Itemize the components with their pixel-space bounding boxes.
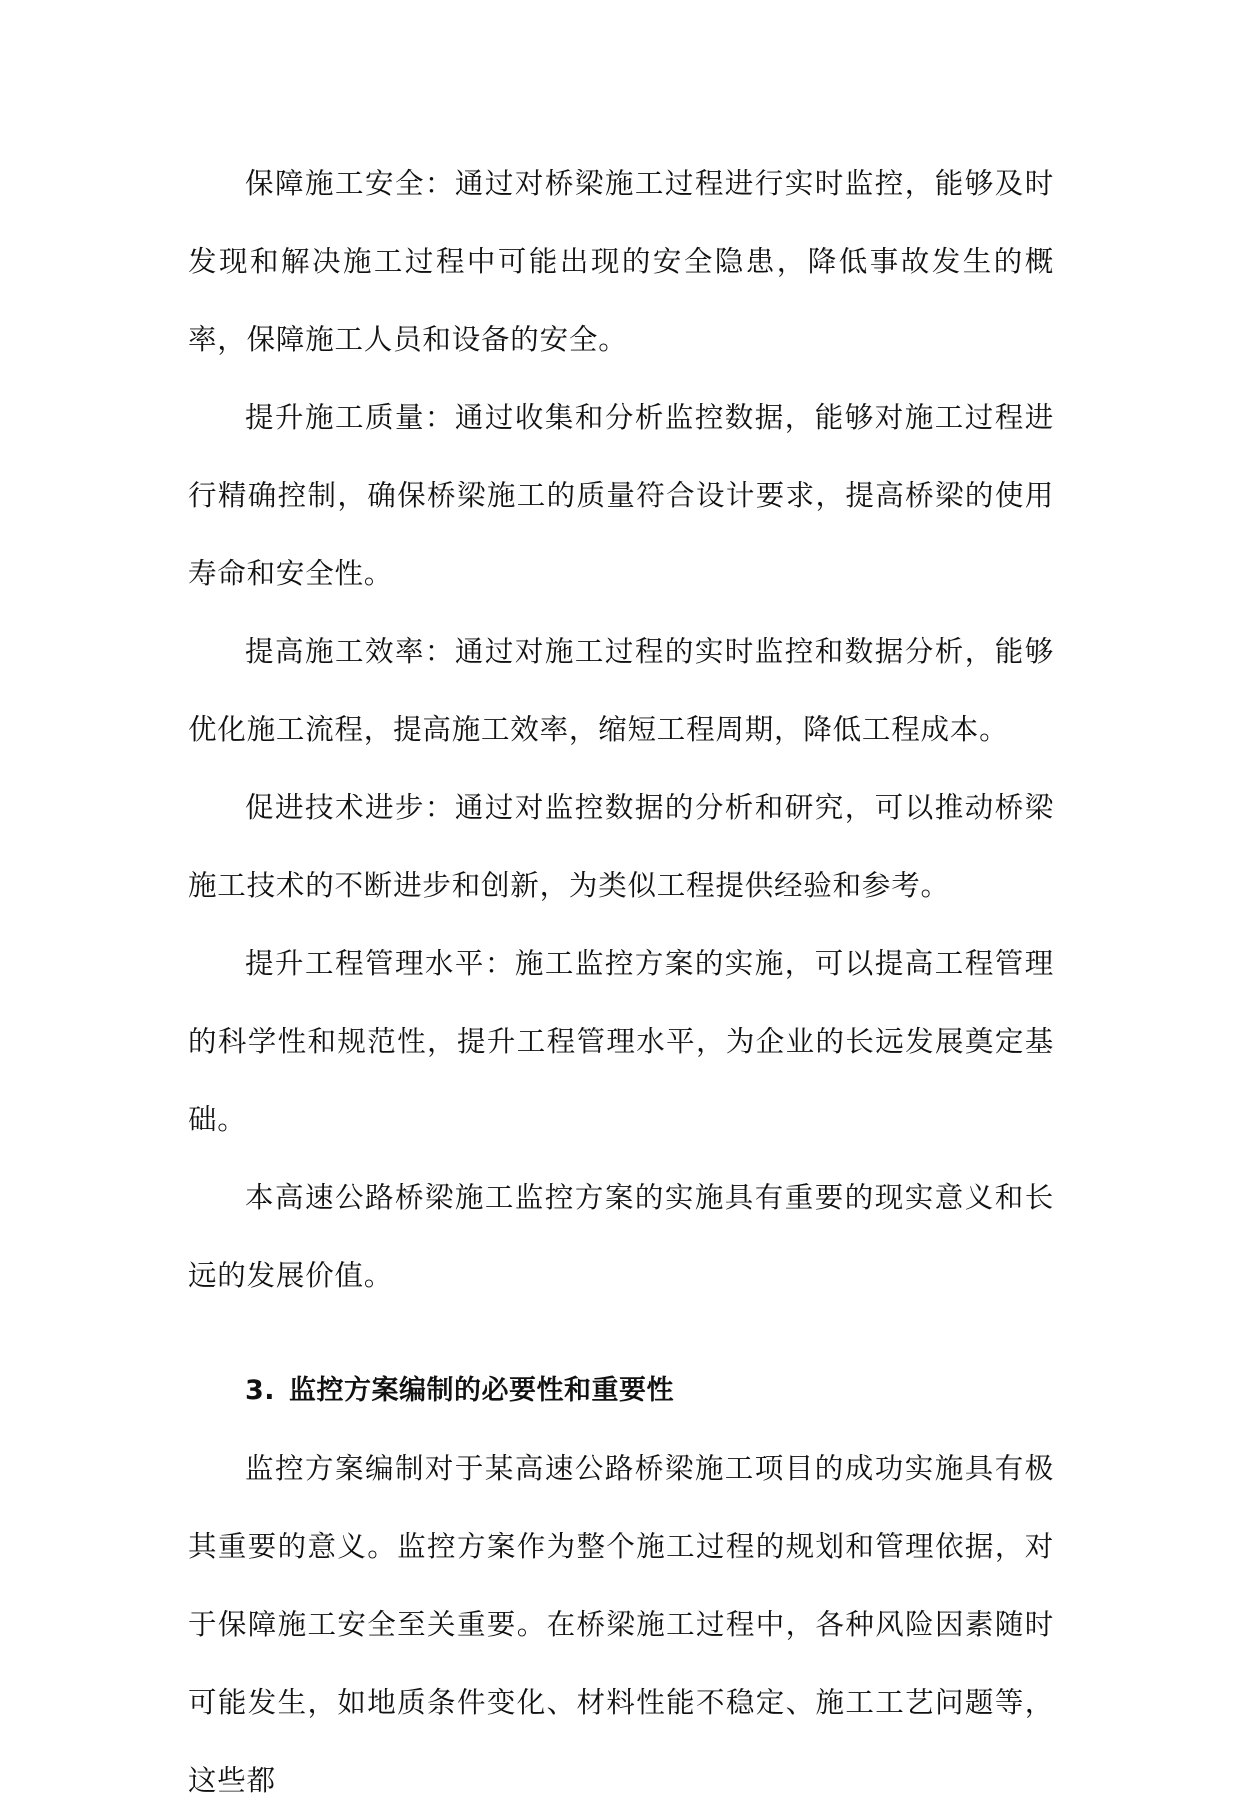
section-title: 监控方案编制的必要性和重要性 [289,1375,675,1406]
paragraph-technology: 促进技术进步：通过对监控数据的分析和研究，可以推动桥梁施工技术的不断进步和创新，为类似工程提供经验和参考。 [188,791,1054,902]
document-body [188,145,1054,1820]
paragraph-necessity: 监控方案编制对于某高速公路桥梁施工项目的成功实施具有极其重要的意义。监控方案作为整个施工过程的规划和管理依据，对于保障施工安全至关重要。在桥梁施工过程中，各种风险因素随时可能发生，如地质条件变化、材料性能不稳定、施工工艺问题等，这些都 [188,1452,1054,1797]
section-heading [188,1352,1054,1430]
paragraph-management: 提升工程管理水平：施工监控方案的实施，可以提高工程管理的科学性和规范性，提升工程管理水平，为企业的长远发展奠定基础。 [188,947,1054,1136]
paragraph-efficiency: 提高施工效率：通过对施工过程的实时监控和数据分析，能够优化施工流程，提高施工效率，缩短工程周期，降低工程成本。 [188,635,1054,746]
paragraph-safety: 保障施工安全：通过对桥梁施工过程进行实时监控，能够及时发现和解决施工过程中可能出现的安全隐患，降低事故发生的概率，保障施工人员和设备的安全。 [188,167,1054,356]
section-number: 3. [245,1375,276,1406]
paragraph-summary: 本高速公路桥梁施工监控方案的实施具有重要的现实意义和长远的发展价值。 [188,1181,1054,1292]
paragraph-quality: 提升施工质量：通过收集和分析监控数据，能够对施工过程进行精确控制，确保桥梁施工的质量符合设计要求，提高桥梁的使用寿命和安全性。 [188,401,1054,590]
